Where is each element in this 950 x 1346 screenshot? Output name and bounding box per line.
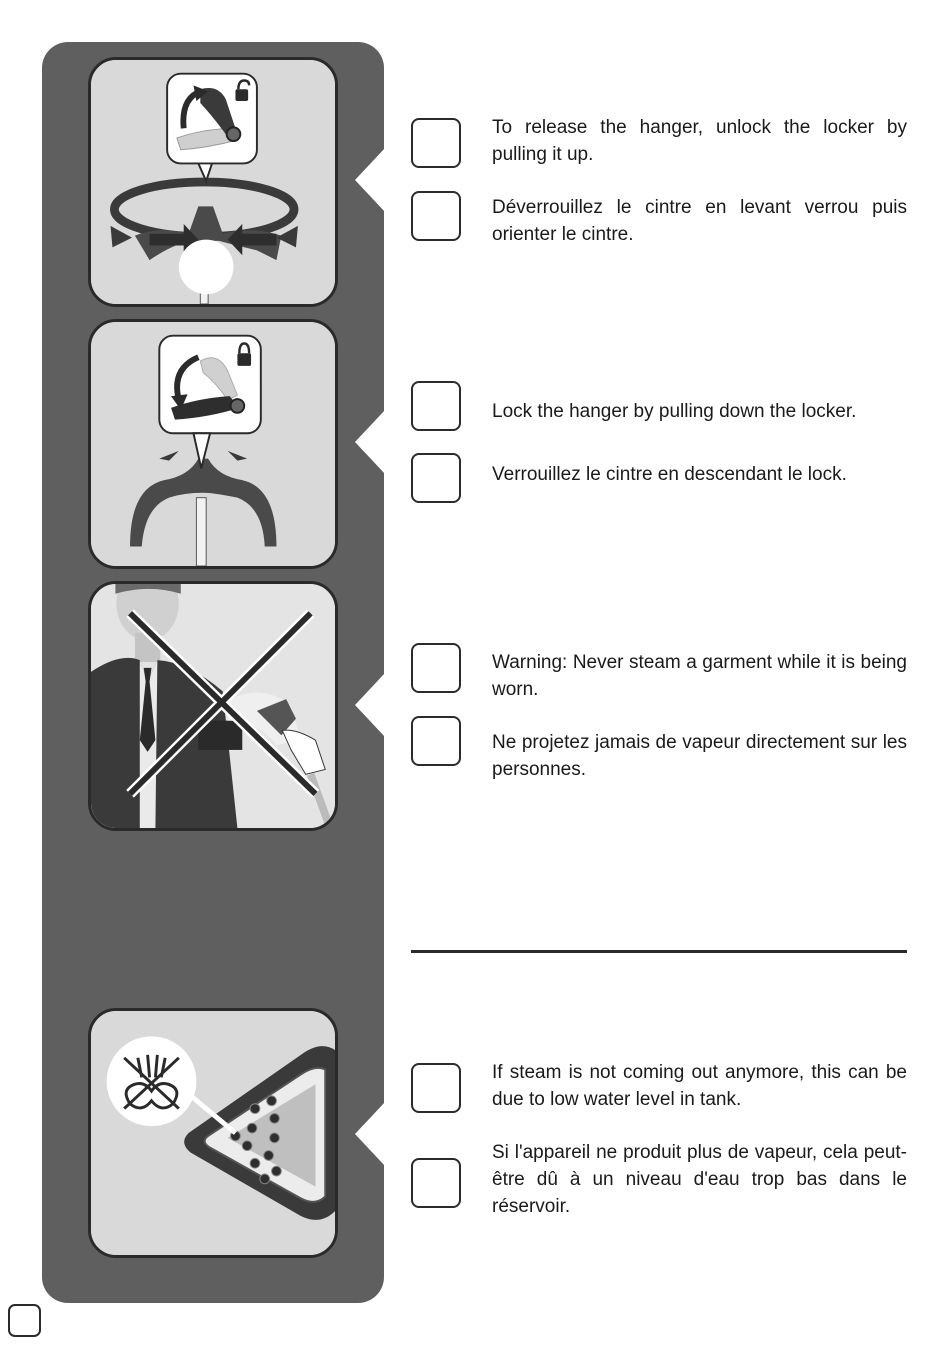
step-4-fr-text: Si l'appareil ne produit plus de vapeur, cela peut-être dû à un niveau d'eau trop bas dans le réservoir.: [492, 1142, 907, 1217]
no-steam-soleplate-icon: [91, 1011, 335, 1255]
step-3-fr-text: Ne projetez jamais de vapeur directement sur les personnes.: [492, 732, 907, 780]
panel-notch: [355, 148, 385, 212]
no-steam-on-person-illustration: [88, 581, 338, 831]
panel-notch: [355, 1102, 385, 1166]
step-2-fr-checkbox[interactable]: [411, 453, 461, 503]
panel-notch: [355, 410, 385, 474]
step-4-fr-checkbox[interactable]: [411, 1158, 461, 1208]
step-3-en-checkbox[interactable]: [411, 643, 461, 693]
lock-hanger-illustration: [88, 319, 338, 569]
step-3-fr-checkbox[interactable]: [411, 716, 461, 766]
section-divider: [411, 950, 907, 953]
no-steam-on-person-icon: [91, 584, 335, 828]
lock-hanger-icon: [91, 322, 335, 566]
step-4-en-checkbox[interactable]: [411, 1063, 461, 1113]
step-3-en-text: Warning: Never steam a garment while it is being worn.: [492, 652, 907, 700]
step-4-en-text: If steam is not coming out anymore, this can be due to low water level in tank.: [492, 1062, 907, 1110]
step-2-en-text: Lock the hanger by pulling down the locker.: [492, 401, 857, 422]
no-steam-soleplate-illustration: [88, 1008, 338, 1258]
page-number-box: [8, 1304, 41, 1337]
panel-notch: [355, 673, 385, 737]
step-1-fr-text: Déverrouillez le cintre en levant verrou puis orienter le cintre.: [492, 197, 907, 245]
unlock-hanger-icon: [91, 60, 335, 304]
step-1-en-checkbox[interactable]: [411, 118, 461, 168]
unlock-hanger-illustration: [88, 57, 338, 307]
step-1-fr-checkbox[interactable]: [411, 191, 461, 241]
step-2-fr-text: Verrouillez le cintre en descendant le lock.: [492, 464, 847, 485]
step-2-en-checkbox[interactable]: [411, 381, 461, 431]
step-1-en-text: To release the hanger, unlock the locker by pulling it up.: [492, 117, 907, 165]
